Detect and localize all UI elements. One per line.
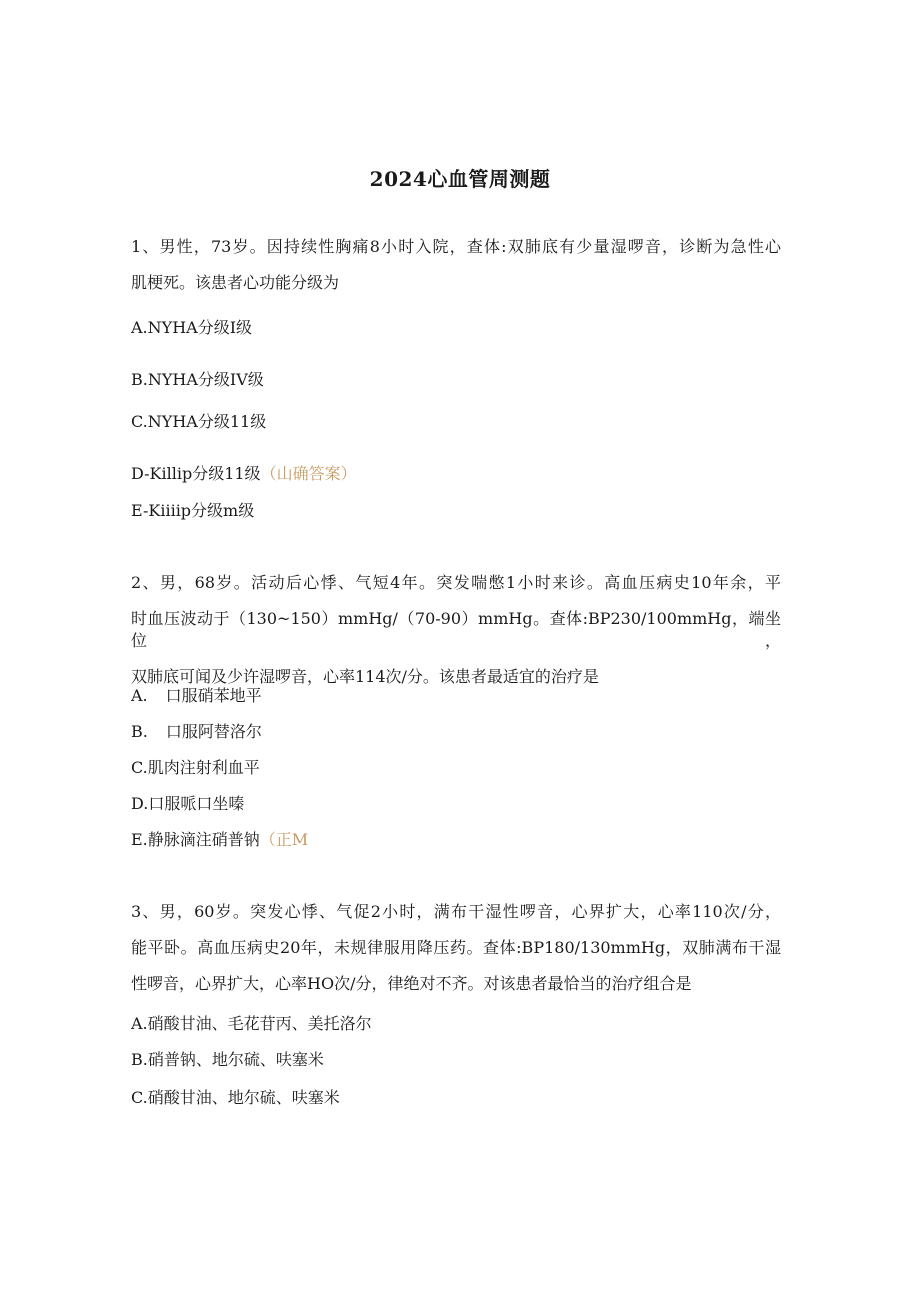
- question-3-option-b: [131, 1049, 324, 1071]
- stem-line: 1、男性，73岁。因持续性胸痛8小时入院，查体:双肺底有少量湿啰音，诊断为急性心: [131, 237, 781, 256]
- question-2-option-a: [131, 685, 262, 707]
- option-text: E-Kiiiip分级m级: [131, 501, 255, 520]
- question-2-option-e: [131, 829, 308, 851]
- page-title: 2024心血管周测题: [369, 167, 551, 191]
- question-1-option-c: [131, 411, 266, 433]
- option-text: 口服阿替洛尔: [165, 722, 262, 741]
- option-text: D-Killip分级11级: [131, 464, 261, 483]
- option-text: E.静脉滴注硝普钠: [131, 830, 260, 849]
- stem-line: 2、男，68岁。活动后心悸、气短4年。突发喘憋1小时来诊。高血压病史10年余，平: [131, 573, 781, 592]
- stem-line: 肌梗死。该患者心功能分级为: [131, 273, 340, 292]
- option-text: A.NYHA分级I级: [131, 318, 253, 337]
- question-1-option-b: [131, 369, 264, 391]
- question-2-stem: [131, 572, 791, 702]
- stem-line: 性啰音，心界扩大，心率HO次/分，律绝对不齐。对该患者最恰当的治疗组合是: [131, 974, 692, 993]
- stem-line: 能平卧。高血压病史20年，未规律服用降压药。查体:BP180∕130mmHg，双肺满布干湿: [131, 938, 781, 957]
- question-1-option-a: [131, 317, 252, 339]
- option-text: C.硝酸甘油、地尔硫、呋塞米: [131, 1088, 340, 1107]
- option-text: 口服硝苯地平: [165, 686, 262, 705]
- option-text: B.NYHA分级IV级: [131, 370, 264, 389]
- option-text: C.肌肉注射利血平: [131, 758, 260, 777]
- option-text: C.NYHA分级11级: [131, 412, 267, 431]
- stem-line: 时血压波动于（130~150）mmHg/（70-90）mmHg。查体:BP230/100mmHg，端坐位，: [131, 609, 781, 650]
- question-2-option-c: [131, 757, 260, 779]
- question-2-option-b: [131, 721, 262, 743]
- stem-line: 3、男，60岁。突发心悸、气促2小时，满布干湿性啰音，心界扩大，心率110次/分，: [131, 902, 781, 921]
- stem-line: 双肺底可闻及少许湿啰音，心率114次/分。该患者最适宜的治疗是: [131, 667, 599, 686]
- question-3-stem: [131, 901, 791, 1009]
- option-label: B.: [131, 722, 148, 741]
- question-3-option-a: [131, 1013, 372, 1035]
- question-3-option-c: [131, 1087, 340, 1109]
- question-2-option-d: [131, 793, 244, 815]
- question-1-stem: [131, 236, 791, 308]
- option-label: A.: [131, 686, 148, 705]
- question-1-option-d: [131, 463, 357, 485]
- answer-mark: （山确答案）: [260, 464, 357, 483]
- question-1-option-e: [131, 500, 254, 522]
- answer-mark: （正M: [259, 830, 309, 849]
- option-text: B.硝普钠、地尔硫、呋塞米: [131, 1050, 324, 1069]
- option-text: D.口服哌口坐嗪: [131, 794, 245, 813]
- option-text: A.硝酸甘油、毛花苷丙、美托洛尔: [131, 1014, 372, 1033]
